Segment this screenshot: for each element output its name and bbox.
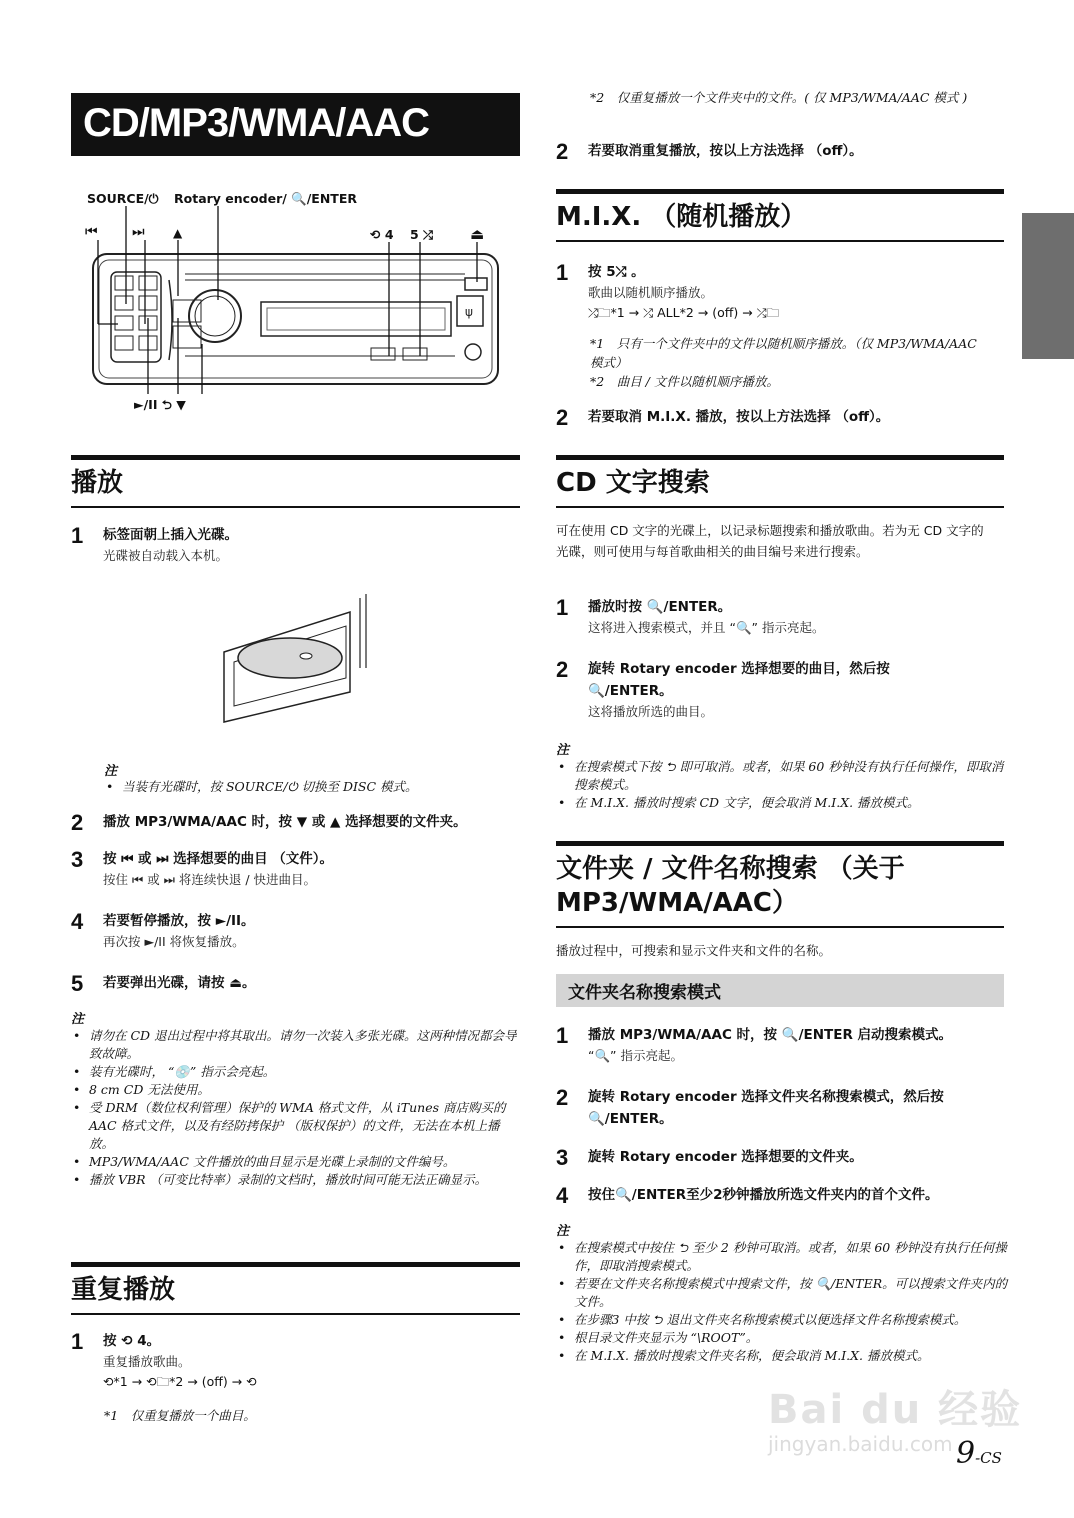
repeat-heading: 重复播放 (71, 1262, 520, 1315)
play-step-4: 4 若要暂停播放，按 ►/II。 再次按 ►/II 将恢复播放。 (71, 910, 255, 952)
play-step-4-sub: 再次按 ►/II 将恢复播放。 (103, 934, 245, 949)
watermark-logo: Bai du 经验 (768, 1387, 1023, 1433)
folder-heading: 文件夹 / 文件名称搜索 （关于 MP3/WMA/AAC） (556, 841, 1004, 928)
up-label: ▲ (173, 226, 183, 240)
cdtext-step-2-sub: 这将播放所选的曲目。 (588, 704, 714, 719)
cdtext-step-1-text: 播放时按 🔍/ENTER。 (588, 599, 732, 615)
play-notes2-item: • MP3/WMA/AAC 文件播放的曲目显示是光碟上录制的文件编号。 (71, 1153, 523, 1171)
source-label: SOURCE/⏻ (87, 191, 159, 206)
repeat-step-1: 1 按 ⟲ 4。 重复播放歌曲。 ⟲*1 → ⟲🗀*2 → (off) → ⟲ (71, 1330, 257, 1392)
play-notes2-head: 注 (71, 1012, 85, 1027)
svg-text:ψ: ψ (465, 305, 473, 319)
play-step-4-text: 若要暂停播放，按 ►/II。 (103, 913, 255, 929)
play-notes2-item: • 请勿在 CD 退出过程中将其取出。请勿一次装入多张光碟。这两种情况都会导致故障。 (71, 1027, 523, 1063)
play-step-1: 1 标签面朝上插入光碟。 光碟被自动载入本机。 (71, 524, 238, 566)
cdtext-intro: 可在使用 CD 文字的光碟上，以记录标题搜索和播放歌曲。若为无 CD 文字的光碟，则可使用与每首歌曲相关的曲目编号来进行搜索。 (556, 523, 984, 559)
play-step-5-text: 若要弹出光碟，请按 ⏏。 (103, 975, 256, 991)
repeat-step-2: 2 若要取消重复播放，按以上方法选择 （off）。 (556, 139, 863, 164)
page-title: CD/MP3/WMA/AAC (71, 93, 520, 156)
folder-note-item: • 在步骤3 中按 ⮌ 退出文件夹名称搜索模式以便选择文件名称搜索模式。 (556, 1311, 1008, 1329)
mix-step-1-text: 按 5⤮ 。 (588, 264, 645, 280)
bottom-label: ►/II ⮌ ▼ (134, 397, 186, 412)
play-notes2-item: • 8 cm CD 无法使用。 (71, 1081, 523, 1099)
play-step-2: 2 播放 MP3/WMA/AAC 时，按 ▼ 或 ▲ 选择想要的文件夹。 (71, 810, 467, 835)
folder-step-3: 3 旋转 Rotary encoder 选择想要的文件夹。 (556, 1145, 863, 1170)
side-tab (1022, 213, 1074, 359)
folder-intro: 播放过程中，可搜索和显示文件夹和文件的名称。 (556, 943, 832, 958)
mix-footnote-2: *2 曲目 / 文件以随机顺序播放。 (590, 374, 779, 389)
folder-step-1: 1 播放 MP3/WMA/AAC 时，按 🔍/ENTER 启动搜索模式。 “🔍” 指示亮起。 (556, 1024, 952, 1066)
next-label: ⏭ (132, 224, 145, 240)
mix-step-1-sub: 歌曲以随机顺序播放。 (588, 285, 714, 300)
page-number-value: 9 (956, 1436, 976, 1471)
play-notes2-item: • 播放 VBR （可变比特率）录制的文档时，播放时间可能无法正确显示。 (71, 1171, 523, 1189)
folder-step-2: 2 旋转 Rotary encoder 选择文件夹名称搜索模式，然后按 🔍/ENTER。 (556, 1086, 998, 1130)
repeat-footnote-1: *1 仅重复播放一个曲目。 (104, 1408, 256, 1423)
folder-note-item: • 在搜索模式中按住 ⮌ 至少 2 秒钟可取消。或者，如果 60 秒钟没有执行任何操作，即取消搜索模式。 (556, 1239, 1008, 1275)
play-step-1-text: 标签面朝上插入光碟。 (103, 527, 238, 543)
play-notes2-item: • 装有光碟时， “💿” 指示会亮起。 (71, 1063, 523, 1081)
folder-step-1-text: 播放 MP3/WMA/AAC 时，按 🔍/ENTER 启动搜索模式。 (588, 1027, 953, 1043)
eject-label: ⏏ (470, 225, 485, 243)
rotary-label: Rotary encoder/ 🔍/ENTER (174, 191, 357, 206)
mix-step-2: 2 若要取消 M.I.X. 播放，按以上方法选择 （off）。 (556, 405, 890, 430)
disc-insert-illustration (220, 592, 370, 732)
repeat-sequence: ⟲*1 → ⟲🗀*2 → (off) → ⟲ (103, 1374, 257, 1389)
folder-step-2-text: 旋转 Rotary encoder 选择文件夹名称搜索模式，然后按 🔍/ENTER。 (588, 1089, 944, 1127)
folder-note-list (556, 1239, 1008, 1365)
play-step-2-text: 播放 MP3/WMA/AAC 时，按 ▼ 或 ▲ 选择想要的文件夹。 (103, 814, 467, 830)
folder-note-item: • 若要在文件夹名称搜索模式中搜索文件，按 🔍/ENTER。可以搜索文件夹内的文件。 (556, 1275, 1008, 1311)
mix-label: 5 ⤮ (410, 227, 434, 242)
cdtext-step-2: 2 旋转 Rotary encoder 选择想要的曲目，然后按 🔍/ENTER。 这将播放所选的曲目。 (556, 658, 968, 722)
play-heading: 播放 (71, 455, 520, 508)
page-number-suffix: -CS (975, 1449, 1002, 1467)
cdtext-note-item: • 在 M.I.X. 播放时搜索 CD 文字，便会取消 M.I.X. 播放模式。 (556, 794, 1008, 812)
cdtext-note-head: 注 (556, 743, 570, 758)
callout-lines (0, 0, 520, 420)
cdtext-note-item: • 在搜索模式下按 ⮌ 即可取消。或者，如果 60 秒钟没有执行任何操作，即取消搜索模式。 (556, 758, 1008, 794)
play-notes2-list (71, 1027, 523, 1189)
mix-step-2-text: 若要取消 M.I.X. 播放，按以上方法选择 （off）。 (588, 409, 890, 425)
page-number (956, 1436, 1002, 1471)
watermark-url: jingyan.baidu.com (768, 1432, 953, 1456)
folder-subheading: 文件夹名称搜索模式 (556, 974, 1004, 1007)
cdtext-step-1-sub: 这将进入搜索模式，并且 “🔍” 指示亮起。 (588, 620, 825, 635)
cdtext-step-1: 1 播放时按 🔍/ENTER。 这将进入搜索模式，并且 “🔍” 指示亮起。 (556, 596, 824, 638)
folder-step-4: 4 按住🔍/ENTER至少2秒钟播放所选文件夹内的首个文件。 (556, 1183, 939, 1208)
repeat-step-1-sub: 重复播放歌曲。 (103, 1354, 191, 1369)
mix-sequence: ⤮🗀*1 → ⤮ ALL*2 → (off) → ⤮🗀 (588, 305, 780, 320)
repeat-footnote-2: *2 仅重复播放一个文件夹中的文件。( 仅 MP3/WMA/AAC 模式 ) (590, 90, 968, 105)
play-note-list (104, 778, 504, 796)
cdtext-heading: CD 文字搜索 (556, 455, 1004, 508)
cdtext-note-list (556, 758, 1008, 812)
folder-step-3-text: 旋转 Rotary encoder 选择想要的文件夹。 (588, 1149, 863, 1165)
mix-step-1: 1 按 5⤮ 。 歌曲以随机顺序播放。 ⤮🗀*1 → ⤮ ALL*2 → (off) → ⤮🗀 (556, 261, 779, 323)
folder-step-4-text: 按住🔍/ENTER至少2秒钟播放所选文件夹内的首个文件。 (588, 1187, 939, 1203)
play-notes2-item: • 受 DRM（数位权利管理）保护的 WMA 格式文件，从 iTunes 商店购买的 AAC 格式文件，以及有经防拷保护 （版权保护）的文件，无法在本机上播放。 (71, 1099, 523, 1153)
play-step-3-text: 按 ⏮ 或 ⏭ 选择想要的曲目 （文件）。 (103, 851, 334, 867)
folder-note-item: • 在 M.I.X. 播放时搜索文件夹名称，便会取消 M.I.X. 播放模式。 (556, 1347, 1008, 1365)
play-note-head: 注 (104, 764, 118, 779)
play-note-1: • 当装有光碟时，按 SOURCE/⏻ 切换至 DISC 模式。 (104, 778, 504, 796)
play-step-3-sub: 按住 ⏮ 或 ⏭ 将连续快退 / 快进曲目。 (103, 872, 317, 887)
repeat-step-2-text: 若要取消重复播放，按以上方法选择 （off）。 (588, 143, 863, 159)
cdtext-step-2-text: 旋转 Rotary encoder 选择想要的曲目，然后按 🔍/ENTER。 (588, 661, 890, 699)
mix-footnote-1: *1 只有一个文件夹中的文件以随机顺序播放。（仅 MP3/WMA/AAC 模式） (590, 336, 977, 370)
repeat-step-1-text: 按 ⟲ 4。 (103, 1333, 161, 1349)
repeat-label: ⟲ 4 (370, 227, 394, 242)
play-step-3: 3 按 ⏮ 或 ⏭ 选择想要的曲目 （文件）。 按住 ⏮ 或 ⏭ 将连续快退 / 快进曲目。 (71, 848, 333, 890)
folder-note-head: 注 (556, 1224, 570, 1239)
play-step-1-sub: 光碟被自动载入本机。 (103, 548, 229, 563)
play-step-5: 5 若要弹出光碟，请按 ⏏。 (71, 971, 256, 996)
prev-label: ⏮ (85, 224, 98, 240)
folder-step-1-sub: “🔍” 指示亮起。 (588, 1048, 683, 1063)
folder-note-item: • 根目录文件夹显示为 “\ROOT”。 (556, 1329, 1008, 1347)
mix-heading: M.I.X. （随机播放） (556, 189, 1004, 242)
